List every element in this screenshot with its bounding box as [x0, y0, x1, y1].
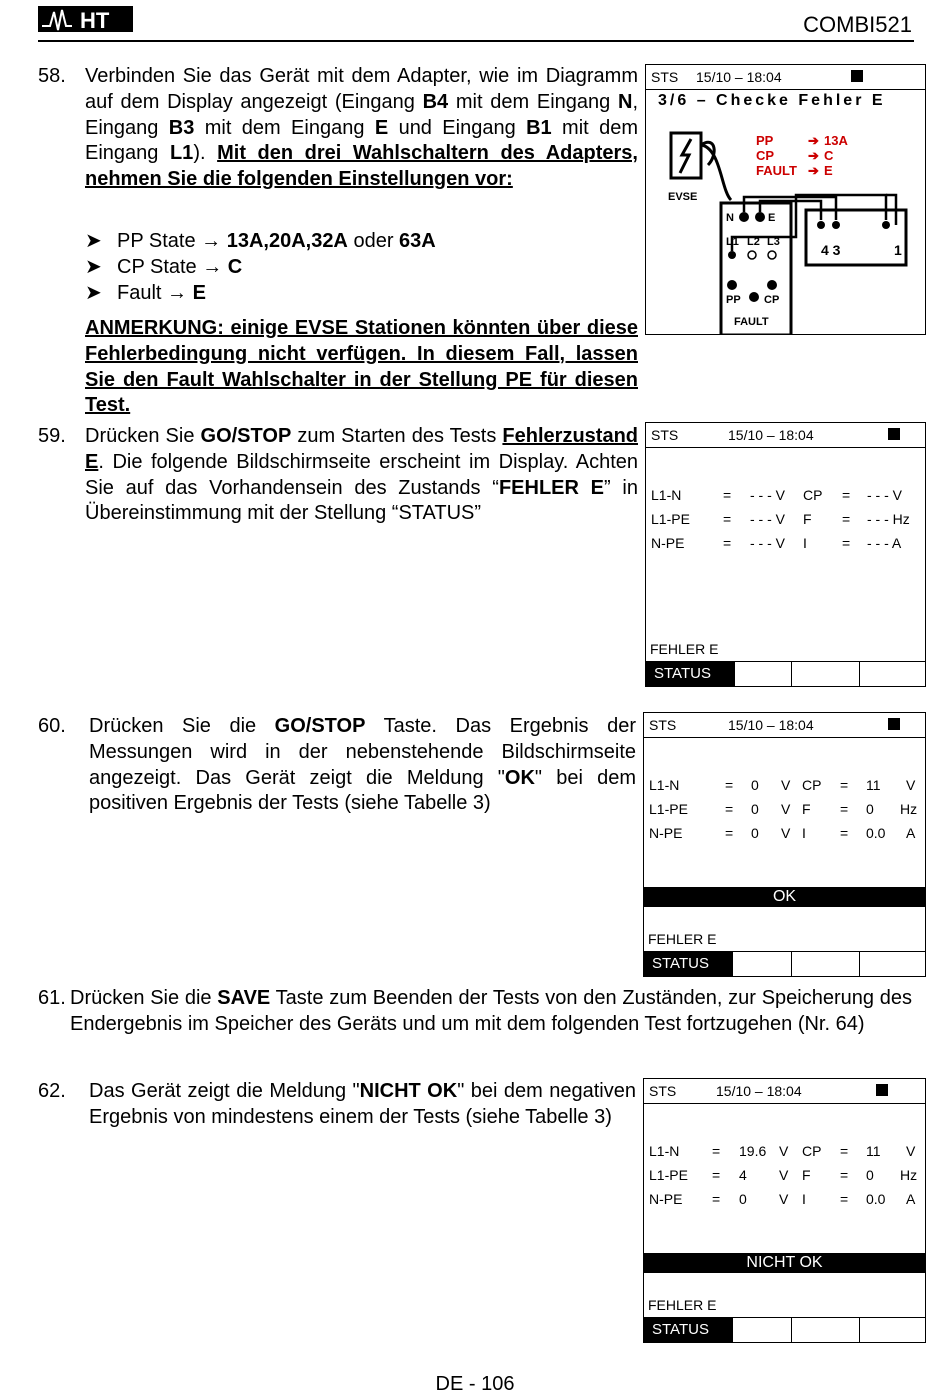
display-screen-4: STS 15/10 – 18:04 L1-N = 19.6 V CP = 11 V L1-PE = 4 V F = 0 Hz N-PE = 0 V I = 0.0 A NICHT OK FEHLER E STATUS — [643, 1078, 926, 1343]
header-rule — [38, 40, 914, 42]
adapter-cp: CP — [764, 294, 780, 306]
display-screen-3: STS 15/10 – 18:04 L1-N = 0 V CP = 11 V L1-PE = 0 V F = 0 Hz N-PE = 0 V I = 0.0 A OK FEHLER E STATUS — [643, 712, 926, 977]
tab-bar — [644, 1317, 925, 1342]
model-name: COMBI521 — [803, 12, 912, 37]
legend-cp-value: C — [824, 148, 834, 163]
condition-label: FEHLER E — [648, 931, 717, 947]
result-banner-ok: OK — [644, 887, 925, 907]
evse-label: EVSE — [668, 191, 698, 203]
result-banner-not-ok: NICHT OK — [644, 1253, 925, 1273]
tab-status[interactable]: STATUS — [646, 662, 735, 686]
adapter-fault: FAULT — [734, 316, 769, 328]
bullet-pp: ➤ PP State → 13A,20A,32A oder 63A — [85, 230, 436, 252]
status-bar: STS 15/10 – 18:04 — [646, 423, 925, 448]
battery-icon — [876, 1084, 888, 1096]
step-61-text: Drücken Sie die SAVE Taste zum Beenden der Tests von den Zuständen, zur Speicherung des Endergebnis im Speicher des Geräts und um mit dem folgenden Test fortzugehen (Nr. 64) — [70, 987, 912, 1035]
legend-fault-value: E — [824, 163, 833, 178]
bullet-cp: ➤ CP State → C — [85, 255, 243, 278]
screen-title: 3/6 – Checke Fehler E — [658, 92, 886, 109]
tab-empty-1[interactable] — [733, 1318, 792, 1342]
status-bar: STS 15/10 – 18:04 — [644, 713, 925, 738]
note-text: ANMERKUNG: einige EVSE Stationen könnten über diese Fehlerbedingung nicht verfügen. In diesem Fall, lassen Sie den Fault Wahlschalter in der Stellung PE für diesen Test. — [85, 317, 638, 417]
legend-cp: CP — [756, 148, 775, 163]
legend-pp-value: 13A — [824, 133, 848, 148]
bullet-list — [85, 229, 436, 306]
step-59-number: 59. — [38, 425, 66, 447]
condition-label: FEHLER E — [648, 1297, 717, 1313]
tab-empty-2[interactable] — [791, 662, 860, 686]
status-bar: STS 15/10 – 18:04 — [646, 65, 925, 90]
step-61-number: 61. — [38, 987, 66, 1009]
svg-text:➔: ➔ — [808, 163, 819, 178]
step-60-text: Drücken Sie die GO/STOP Taste. Das Ergebnis der Messungen wird in der nebenstehende Bildschirmseite angezeigt. Das Gerät zeigt die Meldung "OK" bei dem positiven Ergebnis der Tests (siehe Tabelle 3) — [89, 715, 636, 815]
adapter-e: E — [768, 212, 776, 224]
display-screen-1 — [645, 64, 926, 335]
ht-logo — [38, 2, 133, 36]
battery-icon — [851, 70, 863, 82]
legend-pp: PP — [756, 133, 774, 148]
adapter-l3: L3 — [767, 236, 780, 248]
step-59-text: Drücken Sie GO/STOP zum Starten des Tests Fehlerzustand E. Die folgende Bildschirmseite erscheint im Display. Achten Sie auf das Vorhandensein des Zustands “FEHLER E” in Übereinstimmung mit der Stellung “STATUS” — [85, 425, 638, 525]
adapter-pp: PP — [726, 294, 741, 306]
svg-text:➔: ➔ — [808, 148, 819, 163]
battery-icon — [888, 428, 900, 440]
step-58-number: 58. — [38, 65, 66, 87]
tab-status[interactable]: STATUS — [644, 1318, 733, 1342]
step-62-text: Das Gerät zeigt die Meldung "NICHT OK" bei dem negativen Ergebnis von mindestens einem der Tests (siehe Tabelle 3) — [89, 1080, 636, 1128]
tab-empty-1[interactable] — [735, 662, 792, 686]
tab-bar — [646, 661, 925, 686]
tab-bar — [644, 951, 925, 976]
adapter-diagram — [646, 115, 925, 334]
bullet-fault: ➤ Fault → E — [85, 281, 206, 304]
tab-empty-2[interactable] — [791, 1318, 860, 1342]
inputs-4-3: 4 3 — [821, 242, 841, 258]
adapter-n: N — [726, 212, 734, 224]
brand-text: HT — [80, 8, 110, 33]
display-screen-2: STS 15/10 – 18:04 L1-N = - - - V CP = - - - V L1-PE = - - - V F = - - - Hz N-PE = - - - V I = - - - A FEHLER E STATUS — [645, 422, 926, 687]
tab-empty-1[interactable] — [733, 952, 792, 976]
step-62-number: 62. — [38, 1080, 66, 1102]
input-1: 1 — [894, 242, 902, 258]
tab-empty-2[interactable] — [791, 952, 860, 976]
condition-label: FEHLER E — [650, 641, 719, 657]
battery-icon — [888, 718, 900, 730]
step-60-number: 60. — [38, 715, 66, 737]
status-bar: STS 15/10 – 18:04 — [644, 1079, 925, 1104]
legend-fault: FAULT — [756, 163, 797, 178]
tab-status[interactable]: STATUS — [644, 952, 733, 976]
page-number: DE - 106 — [435, 1373, 515, 1395]
adapter-l2: L2 — [747, 236, 760, 248]
step-58-text: Verbinden Sie das Gerät mit dem Adapter, wie im Diagramm auf dem Display angezeigt (Eingang B4 mit dem Eingang N, Eingang B3 mit dem Eingang E und Eingang B1 mit dem Eingang L1). Mit den drei Wahlschaltern des Adapters, nehmen Sie die folgenden Einstellungen vor: — [85, 65, 638, 191]
step-58-instruction: Mit den drei Wahlschaltern des Adapters, nehmen Sie die folgenden Einstellungen vor: — [85, 142, 638, 191]
svg-text:➔: ➔ — [808, 133, 819, 148]
adapter-l1: L1 — [726, 236, 739, 248]
